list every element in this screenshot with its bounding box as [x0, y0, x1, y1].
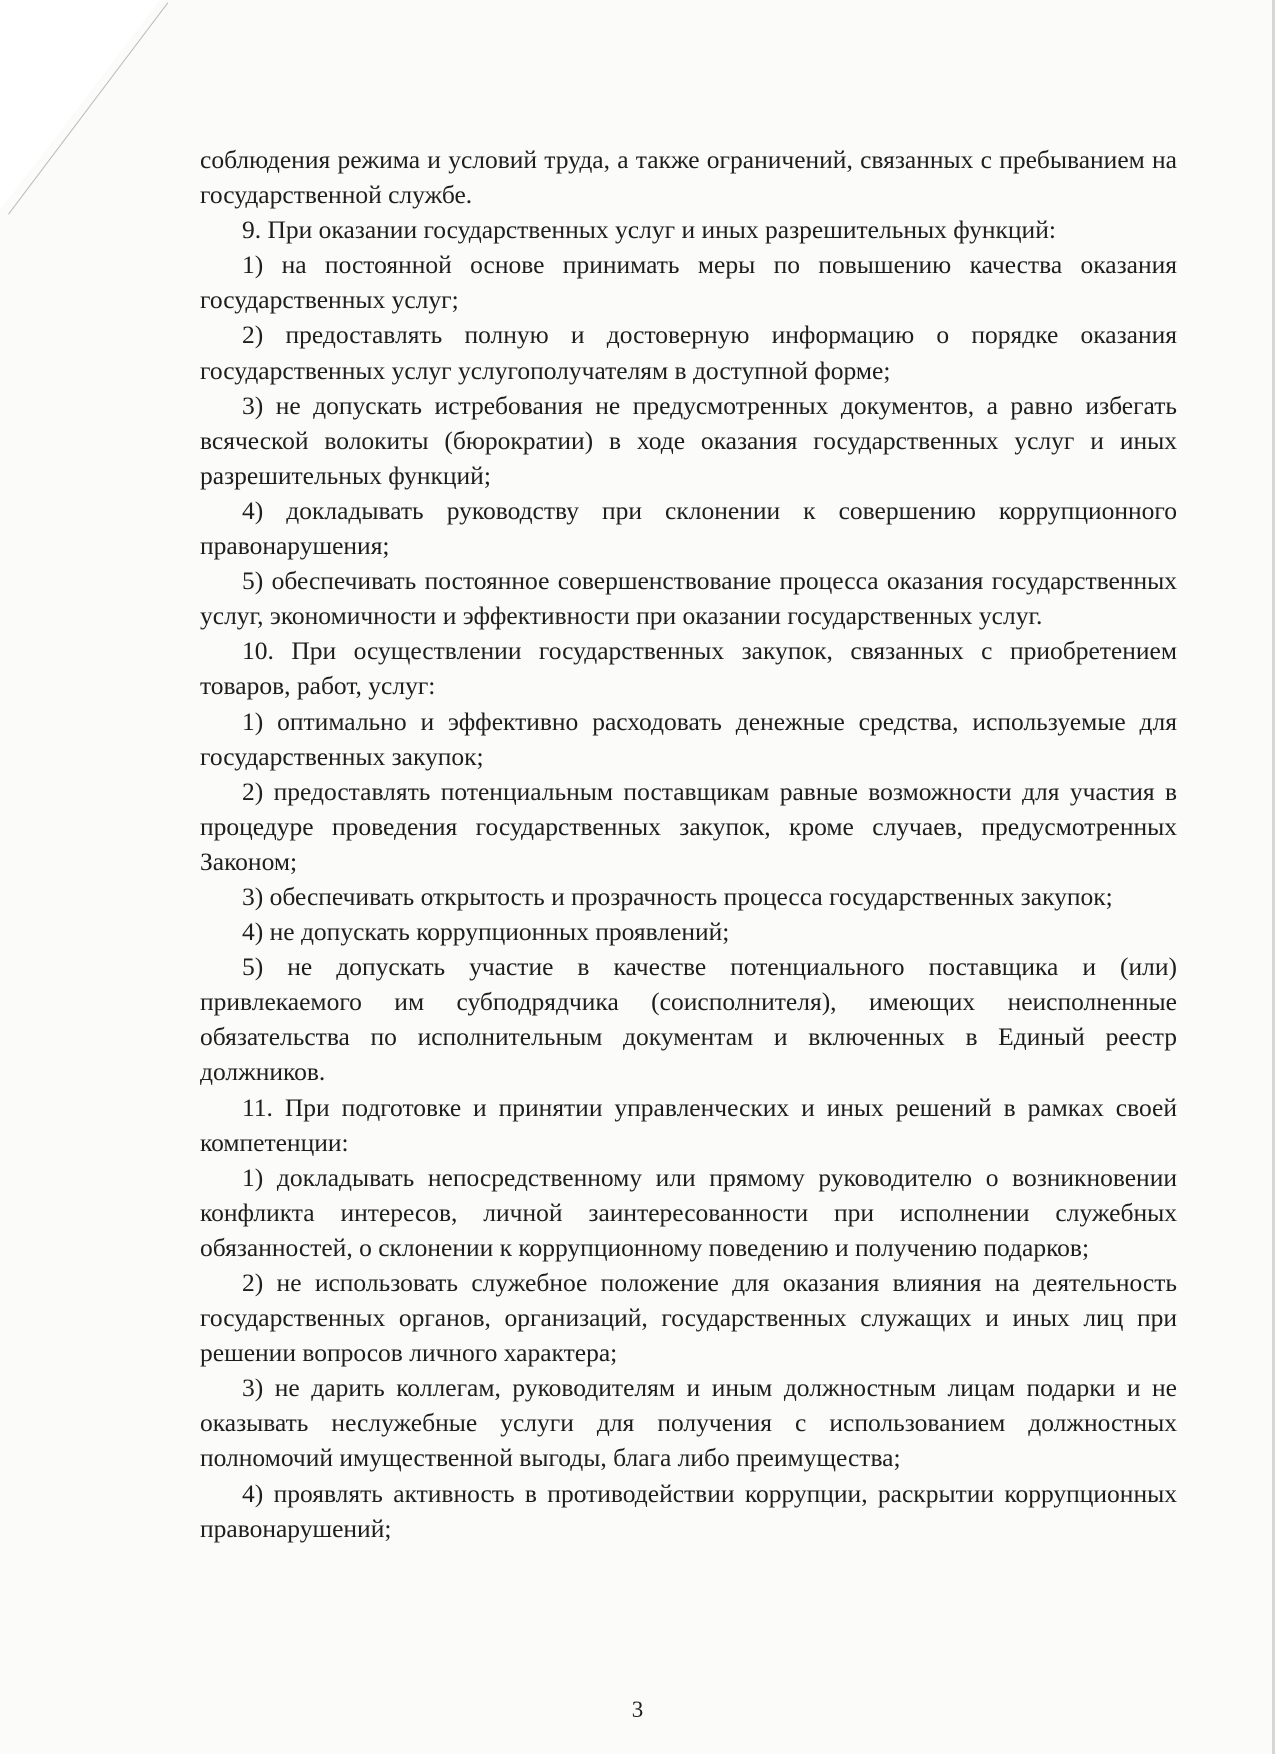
- section-11-item-2: 2) не использовать служебное положение для оказания влияния на деятельность государственных органов, организаций, государственных служащих и иных лиц при решении вопросов личного характера;: [200, 1268, 1177, 1368]
- section-10-item-3: 3) обеспечивать открытость и прозрачность процесса государственных закупок;: [242, 881, 1113, 911]
- section-9-item-4: 4) докладывать руководству при склонении к совершению коррупционного правонарушения;: [200, 495, 1177, 561]
- section-9-heading: 9. При оказании государственных услуг и иных разрешительных функций:: [242, 215, 1056, 245]
- section-11-heading: 11. При подготовке и принятии управленческих и иных решений в рамках своей компетенции:: [200, 1092, 1177, 1157]
- section-11-item-1: 1) докладывать непосредственному или прямому руководителю о возникновении конфликта интересов, личной заинтересованности при исполнении служебных обязанностей, о склонении к коррупционному поведению и получению подарков;: [200, 1162, 1177, 1262]
- section-10-item-2: 2) предоставлять потенциальным поставщикам равные возможности для участия в процедуре проведения государственных закупок, кроме случаев, предусмотренных Законом;: [200, 776, 1177, 876]
- section-10-item-4: 4) не допускать коррупционных проявлений;: [242, 917, 730, 947]
- section-9-item-1: 1) на постоянной основе принимать меры по повышению качества оказания государственных услуг;: [200, 250, 1177, 315]
- section-11-item-3: 3) не дарить коллегам, руководителям и иным должностным лицам подарки и не оказывать неслужебные услуги для получения с использованием должностных полномочий имущественной выгоды, блага либо преимущества;: [200, 1373, 1177, 1473]
- section-9-item-2: 2) предоставлять полную и достоверную информацию о порядке оказания государственных услуг услугополучателям в доступной форме;: [200, 320, 1177, 385]
- paragraph-continuation: соблюдения режима и условий труда, а также ограничений, связанных с пребыванием на государственной службе.: [200, 145, 1177, 210]
- page-number: 3: [631, 1697, 644, 1722]
- section-9-item-5: 5) обеспечивать постоянное совершенствование процесса оказания государственных услуг, экономичности и эффективности при оказании государственных услуг.: [200, 566, 1177, 631]
- section-9-item-3: 3) не допускать истребования не предусмотренных документов, а равно избегать всяческой волокиты (бюрократии) в ходе оказания государственных услуг и иных разрешительных функций;: [200, 390, 1177, 490]
- section-10-heading: 10. При осуществлении государственных закупок, связанных с приобретением товаров, работ, услуг:: [200, 636, 1177, 701]
- document-body: [200, 142, 1177, 1546]
- section-10-item-5: 5) не допускать участие в качестве потенциального поставщика и (или) привлекаемого им субподрядчика (соисполнителя), имеющих неисполненные обязательства по исполнительным документам и включенных в Единый реестр должников.: [200, 952, 1177, 1087]
- section-11-item-4: 4) проявлять активность в противодействии коррупции, раскрытии коррупционных правонарушений;: [200, 1478, 1177, 1543]
- section-10-item-1: 1) оптимально и эффективно расходовать денежные средства, используемые для государственных закупок;: [200, 706, 1177, 771]
- folded-corner: [0, 0, 160, 210]
